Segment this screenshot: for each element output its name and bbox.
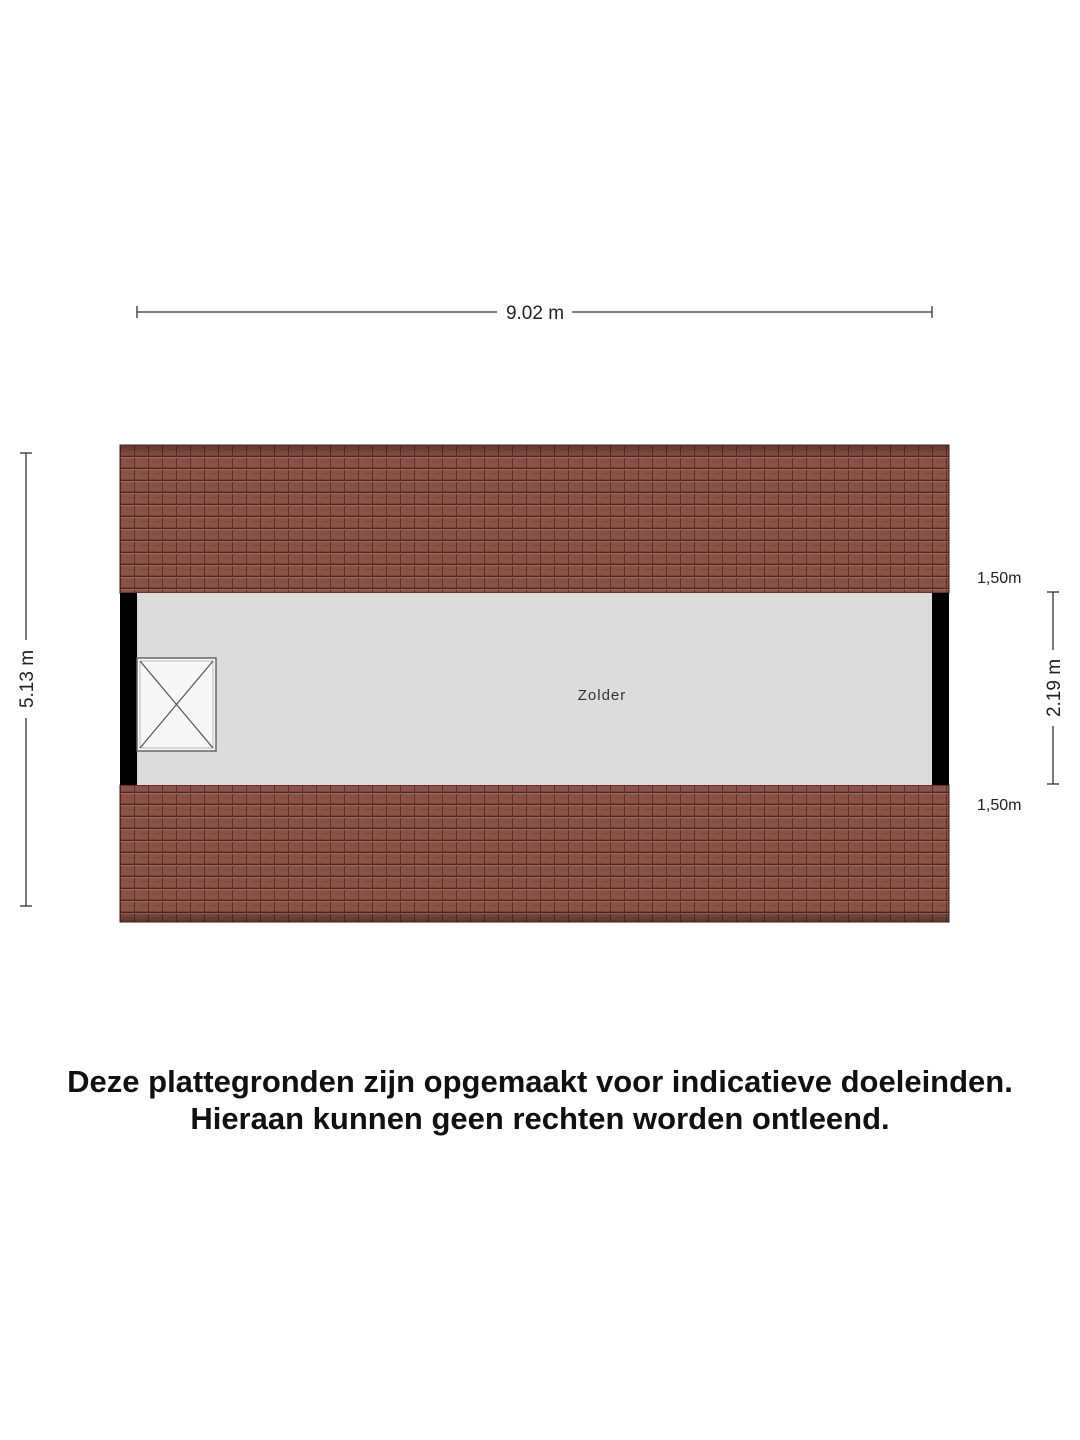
room-label: Zolder: [577, 687, 627, 704]
wall-left: [120, 593, 137, 785]
depth-dimension: [17, 453, 38, 906]
width-dimension: [137, 303, 932, 324]
roof-slope-top: [120, 445, 949, 593]
room-zolder: [120, 593, 949, 785]
roof-hatch-icon: [137, 658, 216, 751]
room-depth-dimension: [1044, 592, 1065, 784]
upper-roof-depth-label: 1,50m: [977, 570, 1022, 587]
lower-roof-depth-label: 1,50m: [977, 797, 1022, 814]
depth-dimension-label: 5.13 m: [17, 649, 38, 709]
wall-right: [932, 593, 949, 785]
width-dimension-label: 9.02 m: [505, 303, 565, 324]
room-depth-label: 2.19 m: [1044, 658, 1065, 718]
disclaimer-line-2: Hieraan kunnen geen rechten worden ontleend.: [190, 1101, 890, 1136]
disclaimer-line-1: Deze plattegronden zijn opgemaakt voor indicatieve doeleinden.: [67, 1064, 1013, 1099]
roof-slope-bottom: [120, 785, 949, 922]
disclaimer: [0, 1063, 1080, 1137]
